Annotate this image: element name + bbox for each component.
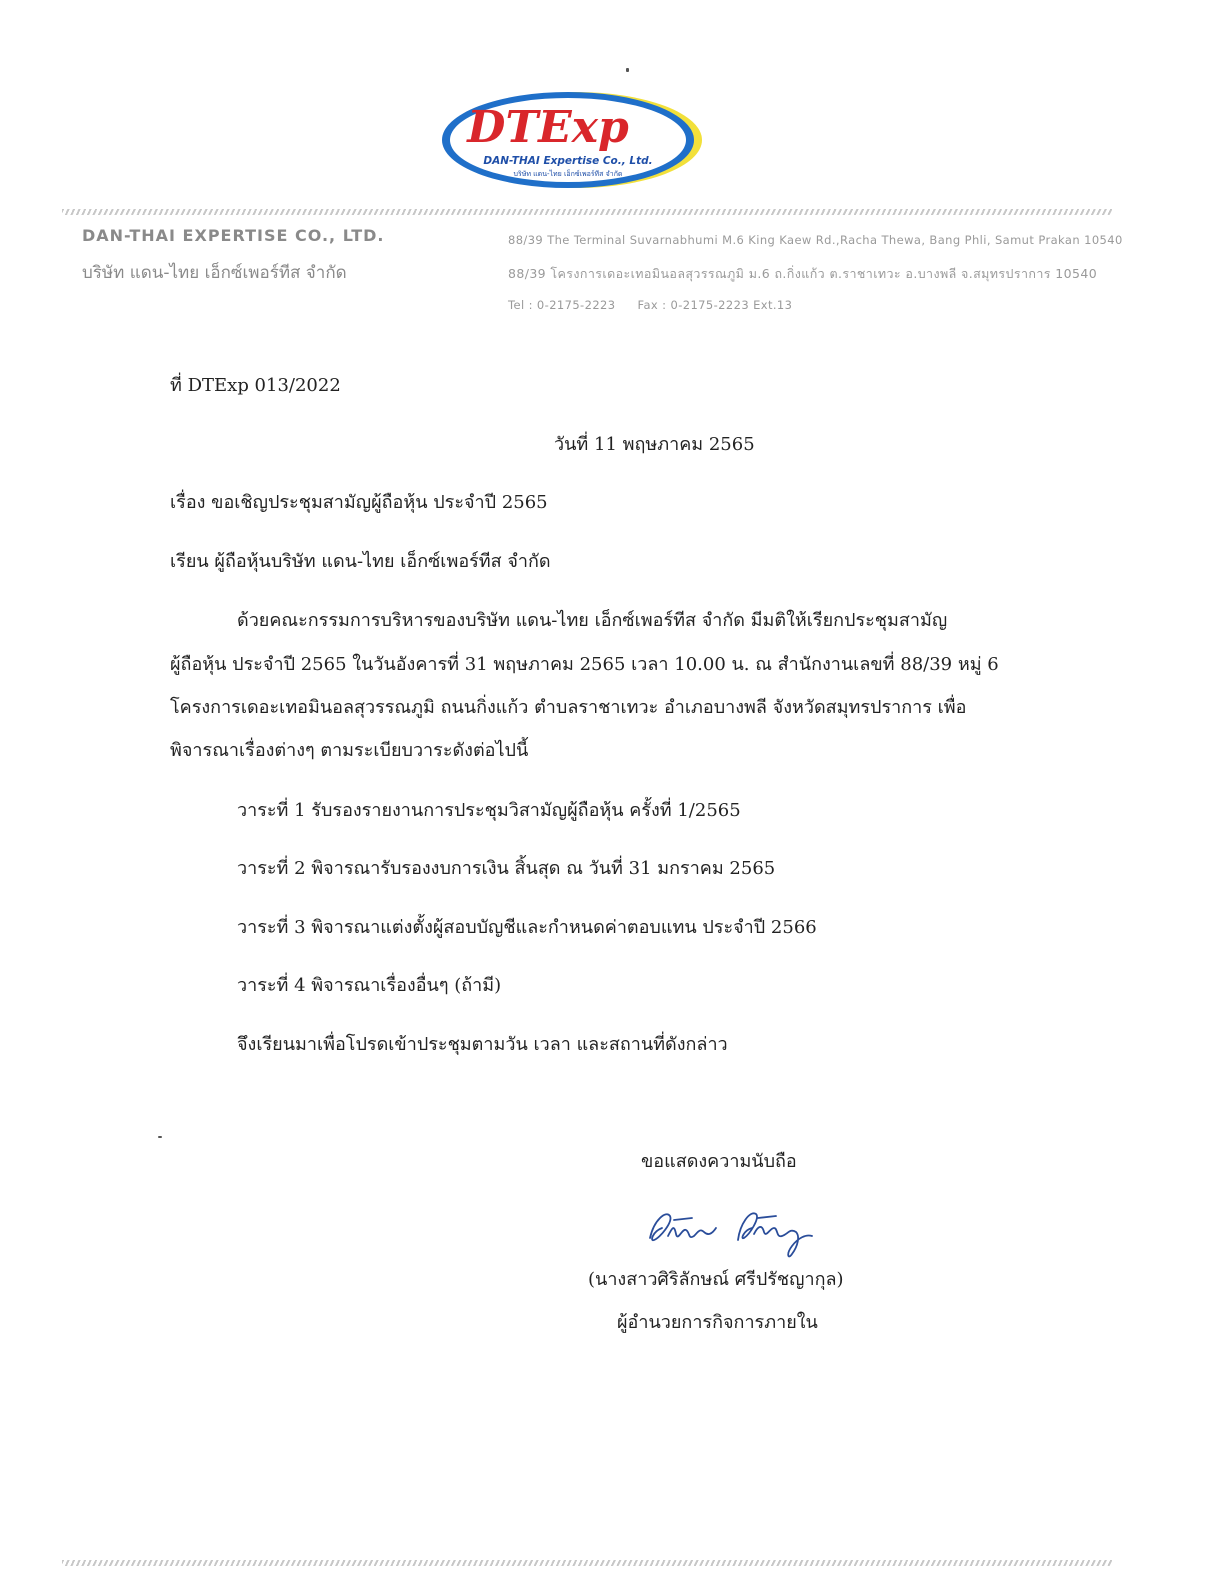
salutation: เรียน ผู้ถือหุ้นบริษัท แดน-ไทย เอ็กซ์เพอร์ทีส จำกัด bbox=[170, 551, 551, 572]
address-th: 88/39 โครงการเดอะเทอมินอลสุวรรณภูมิ ม.6 ถ.กิ่งแก้ว ต.ราชาเทวะ อ.บางพลี จ.สมุทรปราการ 10540 bbox=[508, 266, 1098, 281]
body-line: พิจารณาเรื่องต่างๆ ตามระเบียบวาระดังต่อไปนี้ bbox=[170, 740, 529, 761]
scan-speck bbox=[626, 68, 629, 72]
logo-name-en: DAN-THAI Expertise Co., Ltd. bbox=[483, 155, 653, 167]
phone-number: Tel : 0-2175-2223 bbox=[508, 298, 616, 312]
signer-title: ผู้อำนวยการกิจการภายใน bbox=[617, 1312, 818, 1333]
handwritten-signature bbox=[640, 1198, 830, 1268]
company-name-th: บริษัท แดน-ไทย เอ็กซ์เพอร์ทีส จำกัด bbox=[82, 263, 347, 283]
agenda-item-1: วาระที่ 1 รับรองรายงานการประชุมวิสามัญผู้ถือหุ้น ครั้งที่ 1/2565 bbox=[237, 800, 741, 821]
address-en: 88/39 The Terminal Suvarnabhumi M.6 King Kaew Rd.,Racha Thewa, Bang Phli, Samut Prakan 10540 bbox=[508, 233, 1123, 247]
closing-line: จึงเรียนมาเพื่อโปรดเข้าประชุมตามวัน เวลา และสถานที่ดังกล่าว bbox=[237, 1034, 728, 1055]
header-divider bbox=[62, 209, 1112, 215]
signer-name: (นางสาวศิริลักษณ์ ศรีปรัชญากุล) bbox=[588, 1269, 844, 1290]
body-line: โครงการเดอะเทอมินอลสุวรรณภูมิ ถนนกิ่งแก้ว ตำบลราชาเทวะ อำเภอบางพลี จังหวัดสมุทรปราการ เพื่อ bbox=[170, 697, 967, 718]
agenda-item-4: วาระที่ 4 พิจารณาเรื่องอื่นๆ (ถ้ามี) bbox=[237, 975, 502, 996]
company-logo bbox=[436, 84, 708, 196]
logo-emblem bbox=[436, 84, 708, 196]
fax-number: Fax : 0-2175-2223 Ext.13 bbox=[637, 298, 793, 312]
footer-divider bbox=[62, 1560, 1112, 1566]
reference-number: ที่ DTExp 013/2022 bbox=[170, 375, 341, 396]
contact-line bbox=[508, 298, 792, 312]
agenda-item-2: วาระที่ 2 พิจารณารับรองงบการเงิน สิ้นสุด ณ วันที่ 31 มกราคม 2565 bbox=[237, 858, 776, 879]
complimentary-close: ขอแสดงความนับถือ bbox=[641, 1151, 797, 1172]
scan-speck bbox=[158, 1136, 162, 1138]
company-name-en: DAN-THAI EXPERTISE CO., LTD. bbox=[82, 226, 385, 245]
letter-date: วันที่ 11 พฤษภาคม 2565 bbox=[554, 434, 755, 455]
letter-subject: เรื่อง ขอเชิญประชุมสามัญผู้ถือหุ้น ประจำปี 2565 bbox=[170, 492, 548, 513]
logo-mark-text: DTExp bbox=[467, 102, 629, 153]
logo-name-th: บริษัท แดน-ไทย เอ็กซ์เพอร์ทีส จำกัด bbox=[513, 170, 623, 178]
agenda-item-3: วาระที่ 3 พิจารณาแต่งตั้งผู้สอบบัญชีและกำหนดค่าตอบแทน ประจำปี 2566 bbox=[237, 917, 817, 938]
signature-drawing bbox=[640, 1198, 830, 1268]
body-line: ด้วยคณะกรรมการบริหารของบริษัท แดน-ไทย เอ็กซ์เพอร์ทีส จำกัด มีมติให้เรียกประชุมสามัญ bbox=[237, 610, 948, 631]
body-line: ผู้ถือหุ้น ประจำปี 2565 ในวันอังคารที่ 31 พฤษภาคม 2565 เวลา 10.00 น. ณ สำนักงานเลขที่ 88/39 หมู่ 6 bbox=[170, 654, 999, 675]
